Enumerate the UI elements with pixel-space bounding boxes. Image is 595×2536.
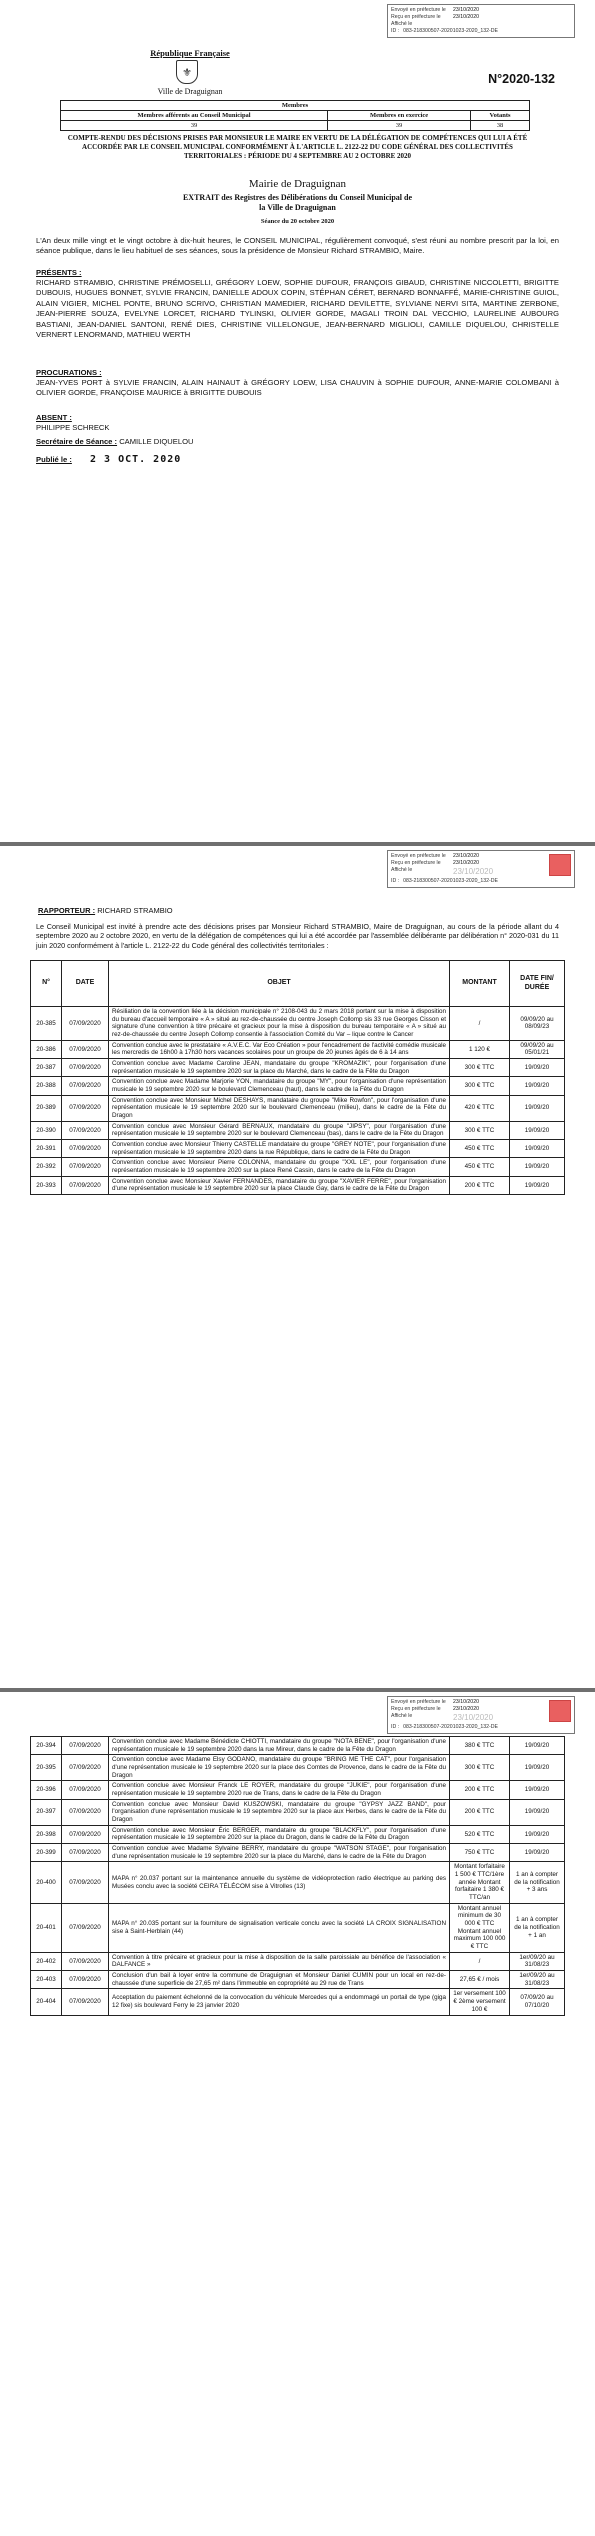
decision-amount: 200 € TTC [450,1176,510,1194]
decision-object: Acceptation du paiement échelonné de la convocation du véhicule Mercedes qui a endommagé un portail de type (giga 12 fixe) sis boulevard Ferry le 23 janvier 2020 [109,1989,450,2015]
stamp-value: 23/10/2020 [453,14,479,21]
decision-object: MAPA n° 20.037 portant sur la maintenance annuelle du système de vidéoprotection radio électrique au parking des Musées conclu avec la société CEIRA TÉLÉCOM sise à Vitrolles (13) [109,1862,450,1903]
decision-amount: 520 € TTC [450,1825,510,1843]
decision-amount: 200 € TTC [450,1799,510,1825]
table-row [31,1095,565,1121]
decision-amount: 1er versement 100 € 2ème versement 100 € [450,1989,510,2015]
decision-object: Conclusion d'un bail à loyer entre la commune de Draguignan et Monsieur Daniel CUMIN pour un local en rez-de-chaussée d'une superficie de 27,65 m² dans l'immeuble en copropriété au 29 rue de Trans [109,1971,450,1989]
decision-amount: 300 € TTC [450,1059,510,1077]
decision-duration: 1 an à compter de la notification + 1 an [510,1903,565,1952]
stamp-value: 23/10/2020 [453,860,479,867]
publie-line [36,454,181,465]
column-header: DATE FIN/ DURÉE [510,961,565,1007]
decision-object: MAPA n° 20.035 portant sur la fourniture de signalisation verticale conclu avec la société LA CROIX SIGNALISATION sise à Saint-Herblain (44) [109,1903,450,1952]
stamp-id: 083-218300507-20201023-2020_132-DE [403,877,498,884]
stamp-label: Affiché le [391,867,413,874]
decision-duration: 19/09/20 [510,1095,565,1121]
decision-object: Convention conclue avec Madame Elsy GODANO, mandataire du groupe "BRING ME THE CAT", pour l'organisation d'une représentation musicale le 19 septembre 2020 sur la place des Comtes de Provence, dans le cadre de la Fête du Dragon [109,1755,450,1781]
decision-date: 07/09/2020 [62,1862,109,1903]
decision-object: Convention conclue avec Monsieur Éric BERGER, mandataire du groupe "BLACKFLY", pour l'organisation d'une représentation musicale le 19 septembre 2020 sur la place du Dragon, dans le cadre de la Fête du Dragon [109,1825,450,1843]
decision-date: 07/09/2020 [62,1781,109,1799]
mairie-title: Mairie de Draguignan [248,178,347,190]
decision-number: 20-385 [31,1007,62,1041]
stamp-label: Affiché le [391,1713,413,1720]
decision-object: Convention conclue avec Monsieur Thierry CASTELLE mandataire du groupe "GREY NOTE", pour l'organisation d'une représentation musicale le 19 septembre 2020 dans la rue République, dans le cadre de la Fête du Dragon [109,1140,450,1158]
decision-number: 20-401 [31,1903,62,1952]
decision-object: Convention conclue avec Madame Caroline JEAN, mandataire du groupe "KROMAZIK", pour l'organisation d'une représentation musicale le 19 septembre 2020 sur la place du Marché, dans le cadre de la Fête du Dragon [109,1059,450,1077]
members-title: Membres [61,101,530,111]
decision-date: 07/09/2020 [62,1176,109,1194]
decision-number: 20-391 [31,1140,62,1158]
decision-number: 20-388 [31,1077,62,1095]
decision-number: 20-390 [31,1121,62,1139]
decisions-table [30,960,565,1195]
decision-duration: 19/09/20 [510,1121,565,1139]
page-3 [0,1692,595,2536]
decision-number: 20-396 [31,1781,62,1799]
decision-date: 07/09/2020 [62,1737,109,1755]
stamp-label: Reçu en préfecture le [391,1706,441,1713]
stamp-value: 23/10/2020 [453,1699,479,1705]
table-row [31,1737,565,1755]
decision-date: 07/09/2020 [62,1952,109,1970]
stamp-value: 23/10/2020 [453,853,479,859]
decision-duration: 19/09/20 [510,1059,565,1077]
decision-date: 07/09/2020 [62,1989,109,2015]
city-crest-icon: ⚜ [176,60,198,84]
decision-number: 20-386 [31,1040,62,1058]
stamp-id-label: ID : [391,1723,400,1730]
decision-duration: 19/09/20 [510,1799,565,1825]
decision-date: 07/09/2020 [62,1903,109,1952]
decision-amount: 27,65 € / mois [450,1971,510,1989]
decision-duration: 19/09/20 [510,1737,565,1755]
decision-object: Résiliation de la convention liée à la décision municipale n° 2108-043 du 2 mars 2018 portant sur la mise à disposition du bureau d'accueil temporaire « A » situé au rez-de-chaussée du centre Joseph Collomp sis 33 rue Georges Cisson et signature d'une convention à titre précaire et gracieux pour la mise à disposition du bureau temporaire « A » situé au rez-de-chaussée du centre Joseph Collomp consentie à l'association Comité du Var – lique contre le Cancer [109,1007,450,1041]
decision-duration: 1er/09/20 au 31/08/23 [510,1971,565,1989]
secretaire-line [36,437,193,446]
column-header: OBJET [109,961,450,1007]
stamp-id: 083-218300507-20201023-2020_132-DE [403,28,498,35]
prefecture-stamp [387,4,575,38]
decision-duration: 19/09/20 [510,1844,565,1862]
decision-duration: 19/09/20 [510,1176,565,1194]
decision-duration: 19/09/20 [510,1158,565,1176]
decision-date: 07/09/2020 [62,1121,109,1139]
stamp-id: 083-218300507-20201023-2020_132-DE [403,1723,498,1730]
table-row [31,1176,565,1194]
decision-number: 20-394 [31,1737,62,1755]
republic-title: République Française [150,48,230,58]
column-header: MONTANT [450,961,510,1007]
decision-date: 07/09/2020 [62,1158,109,1176]
decision-duration: 19/09/20 [510,1077,565,1095]
prefecture-stamp [387,1696,575,1734]
members-column-header: Membres en exercice [328,111,471,121]
decision-amount: Montant annuel minimum de 30 000 € TTC Montant annuel maximum 100 000 € TTC [450,1903,510,1952]
page-2 [0,846,595,1688]
members-table [60,100,530,131]
rapporteur-name: RICHARD STRAMBIO [97,906,173,915]
decision-amount: 300 € TTC [450,1755,510,1781]
decision-date: 07/09/2020 [62,1077,109,1095]
decision-date: 07/09/2020 [62,1755,109,1781]
absent-label: ABSENT : [36,413,72,422]
ville-title: Ville de Draguignan [157,87,223,96]
decision-duration: 19/09/20 [510,1781,565,1799]
stamp-logo-icon [549,854,571,876]
decision-number: 20-387 [31,1059,62,1077]
table-row [31,1862,565,1903]
decision-amount: / [450,1007,510,1041]
table-row [31,1971,565,1989]
secretaire-label: Secrétaire de Séance : [36,437,118,446]
decision-date: 07/09/2020 [62,1844,109,1862]
decision-number: 20-400 [31,1862,62,1903]
stamp-value: 23/10/2020 [453,1706,479,1713]
publie-date: 2 3 OCT. 2020 [90,454,182,465]
stamp-label: Envoyé en préfecture le [391,1699,446,1705]
table-row [31,1799,565,1825]
decision-amount: 750 € TTC [450,1844,510,1862]
decision-amount: 420 € TTC [450,1095,510,1121]
stamp-value: 23/10/2020 [453,7,479,13]
rapporteur-line [38,906,173,915]
members-value: 39 [328,121,471,131]
column-header: N° [31,961,62,1007]
decision-amount: 1 120 € [450,1040,510,1058]
page-1 [0,0,595,842]
decision-amount: 300 € TTC [450,1121,510,1139]
stamp-logo-icon [549,1700,571,1722]
presents-list: RICHARD STRAMBIO, CHRISTINE PRÉMOSELLI, GRÉGORY LOEW, SOPHIE DUFOUR, FRANÇOIS GIBAUD, CHRISTINE NICCOLETTI, BRIGITTE DUBOUIS, HUGUES BONNET, SYLVIE FRANCIN, DANIELLE ADOUX COPIN, STÉPHAN CÉRET, BERNARD BONNAFFÉ, MARIE-CHRISTINE GUIOL, ALAIN VIGIER, MICHEL PONTE, BRUNO SCRIVO, CHRISTIAN MAMEDIER, RICHARD DEVILETTE, SYLVIANE NERVI SITA, MARTINE ZERBONE, JEAN-PIERRE SOUZA, EVELYNE LORCET, RICHARD TYLINSKI, OLIVIER GORDE, MAGALI TROIN DAL VECCHIO, LAURELINE AUBOURG BASTIANI, JEAN-DANIEL SANTONI, RENÉ DIES, CHRISTINE VILLELONGUE, JEAN-BERNARD MIGLIOLI, CAMILLE DIQUELOU, CHRISTELLE VERNERT LENORMAND, MATHIEU WERTH [36,278,559,340]
decision-duration: 09/09/20 au 05/01/21 [510,1040,565,1058]
extrait-title: EXTRAIT des Registres des Délibérations du Conseil Municipal de la Ville de Draguignan [182,193,413,213]
decision-number: 20-393 [31,1176,62,1194]
prefecture-stamp [387,850,575,888]
decision-duration: 19/09/20 [510,1755,565,1781]
decision-date: 07/09/2020 [62,1059,109,1077]
publie-label: Publié le : [36,455,72,464]
decision-duration: 19/09/20 [510,1825,565,1843]
decisions-table [30,1736,565,2016]
stamp-faint-date: 23/10/2020 [453,867,494,877]
table-row [31,1040,565,1058]
decision-duration: 07/09/20 au 07/10/20 [510,1989,565,2015]
decision-number: 20-389 [31,1095,62,1121]
procurations-label: PROCURATIONS : [36,368,102,377]
column-header: DATE [62,961,109,1007]
decision-object: Convention conclue avec Monsieur Xavier FERNANDES, mandataire du groupe "XAVIER FERRE", pour l'organisation d'une représentation musicale le 19 septembre 2020 sur la place Claude Gay, dans le cadre de la Fête du Dragon [109,1176,450,1194]
decision-object: Convention conclue avec Monsieur Gérard BERNAUX, mandataire du groupe "JIPSY", pour l'organisation d'une représentation musicale le 19 septembre 2020 sur le boulevard Clemenceau (bas), dans le cadre de la Fête du Dragon [109,1121,450,1139]
table-row [31,1007,565,1041]
decision-duration: 19/09/20 [510,1140,565,1158]
seance-date: Séance du 20 octobre 2020 [260,218,335,225]
intro-paragraph: Le Conseil Municipal est invité à prendre acte des décisions prises par Monsieur Richard STRAMBIO, Maire de Draguignan, au cours de la période allant du 4 septembre 2020 au 2 octobre 2020, en vertu de la délégation de compétences qui lui a été accordée par l'assemblée délibérante par délibération n° 2020-031 du 11 juin 2020 conformément à l'article L. 2122-22 du Code général des collectivités territoriales : [36,922,559,950]
absent-name: PHILIPPE SCHRECK [36,423,110,432]
decision-amount: 380 € TTC [450,1737,510,1755]
decision-number: 20-399 [31,1844,62,1862]
stamp-label: Reçu en préfecture le [391,14,441,21]
table-row [31,1140,565,1158]
decision-amount: / [450,1952,510,1970]
stamp-label: Reçu en préfecture le [391,860,441,867]
stamp-faint-date: 23/10/2020 [453,1713,494,1723]
presents-label: PRÉSENTS : [36,268,82,277]
decision-amount: Montant forfaitaire 1 500 € TTC/1ère année Montant forfaitaire 1 380 € TTC/an [450,1862,510,1903]
opening-paragraph: L'An deux mille vingt et le vingt octobre à dix-huit heures, le CONSEIL MUNICIPAL, régulièrement convoqué, s'est réuni au nombre prescrit par la loi, en séance publique, dans le lieu habituel de ses séances, sous la présidence de Monsieur Richard STRAMBIO, Maire. [36,236,559,256]
members-column-header: Membres afférents au Conseil Municipal [61,111,328,121]
members-value: 38 [471,121,530,131]
decision-date: 07/09/2020 [62,1040,109,1058]
decision-number: 20-398 [31,1825,62,1843]
decision-date: 07/09/2020 [62,1971,109,1989]
decision-date: 07/09/2020 [62,1799,109,1825]
decision-object: Convention conclue avec le prestataire « A.V.E.C. Var Eco Création » pour l'encadrement de l'activité comédie musicale les mercredis de 16h00 à 17h30 hors vacances scolaires pour un groupe de 20 jeunes âgés de 6 à 14 ans [109,1040,450,1058]
decision-date: 07/09/2020 [62,1140,109,1158]
deliberation-number: N°2020-132 [488,72,555,86]
table-row [31,1158,565,1176]
decision-number: 20-402 [31,1952,62,1970]
stamp-label: Affiché le [391,21,413,28]
members-value: 39 [61,121,328,131]
stamp-id-label: ID : [391,877,400,884]
decision-object: Convention conclue avec Madame Bénédicte CHIOTTI, mandataire du groupe "NOTA BENE", pour l'organisation d'une représentation musicale le 19 septembre 2020 dans la rue Mireur, dans le cadre de la Fête du Dragon [109,1737,450,1755]
table-row [31,1844,565,1862]
table-row [31,1059,565,1077]
secretaire-name: CAMILLE DIQUELOU [119,437,194,446]
table-row [31,1952,565,1970]
report-heading: COMPTE-RENDU DES DÉCISIONS PRISES PAR MONSIEUR LE MAIRE EN VERTU DE LA DÉLÉGATION DE COMPÉTENCES QUI LUI A ÉTÉ ACCORDÉE PAR LE CONSEIL MUNICIPAL CONFORMÉMENT À L'ARTICLE L. 2122-22 DU CODE GÉNÉRAL DES COLLECTIVITÉS TERRITORIALES : PÉRIODE DU 4 SEPTEMBRE AU 2 OCTOBRE 2020 [67,134,528,160]
decision-number: 20-403 [31,1971,62,1989]
stamp-id-label: ID : [391,28,400,35]
table-row [31,1781,565,1799]
stamp-label: Envoyé en préfecture le [391,853,446,859]
decision-object: Convention conclue avec Madame Marjorie YON, mandataire du groupe "MY", pour l'organisation d'une représentation musicale le 19 septembre 2020 sur le boulevard Clemenceau (haut), dans le cadre de la Fête du Dragon [109,1077,450,1095]
decision-amount: 200 € TTC [450,1781,510,1799]
decision-amount: 450 € TTC [450,1158,510,1176]
table-row [31,1121,565,1139]
rapporteur-label: RAPPORTEUR : [38,906,96,915]
table-row [31,1755,565,1781]
table-row [31,1903,565,1952]
decision-duration: 1er/09/20 au 31/08/23 [510,1952,565,1970]
members-column-header: Votants [471,111,530,121]
decision-number: 20-404 [31,1989,62,2015]
decision-object: Convention à titre précaire et gracieux pour la mise à disposition de la salle paroissiale au bénéfice de l'association « DALFANCE » [109,1952,450,1970]
procurations-list: JEAN-YVES PORT à SYLVIE FRANCIN, ALAIN HAINAUT à GRÉGORY LOEW, LISA CHAUVIN à SOPHIE DUFOUR, ANNE-MARIE COLOMBANI à OLIVIER GORDE, FRANÇOISE MAURICE à BRIGITTE DUBOUIS [36,378,559,398]
decision-duration: 1 an à compter de la notification + 3 ans [510,1862,565,1903]
decision-date: 07/09/2020 [62,1007,109,1041]
stamp-label: Envoyé en préfecture le [391,7,446,13]
decision-amount: 300 € TTC [450,1077,510,1095]
table-row [31,1825,565,1843]
decision-date: 07/09/2020 [62,1095,109,1121]
decision-object: Convention conclue avec Monsieur Pierre COLONNA, mandataire du groupe "XXL LE", pour l'organisation d'une représentation musicale le 19 septembre 2020 sur la place René Cassin, dans le cadre de la Fête du Dragon [109,1158,450,1176]
decision-object: Convention conclue avec Monsieur Franck LE ROYER, mandataire du groupe "JUKIE", pour l'organisation d'une représentation musicale le 19 septembre 2020 rue de Trans, dans le cadre de la Fête du Dragon [109,1781,450,1799]
decision-object: Convention conclue avec Monsieur Michel DESHAYS, mandataire du groupe "Mike Rowfon", pour l'organisation d'une représentation musicale le 19 septembre 2020 sur le boulevard Clemenceau (milieu), dans le cadre de la Fête du Dragon [109,1095,450,1121]
decision-number: 20-395 [31,1755,62,1781]
decision-duration: 09/09/20 au 08/09/23 [510,1007,565,1041]
decision-number: 20-392 [31,1158,62,1176]
table-row [31,1077,565,1095]
decision-date: 07/09/2020 [62,1825,109,1843]
decision-object: Convention conclue avec Monsieur David KUSZOWSKI, mandataire du groupe "GYPSY JAZZ BAND", pour l'organisation d'une représentation musicale le 19 septembre 2020 sur la place aux Herbes, dans le cadre de la Fête du Dragon [109,1799,450,1825]
decision-amount: 450 € TTC [450,1140,510,1158]
decision-number: 20-397 [31,1799,62,1825]
table-row [31,1989,565,2015]
decision-object: Convention conclue avec Madame Sylvaine BERRY, mandataire du groupe "WATSON STAGE", pour l'organisation d'une représentation musicale le 19 septembre 2020 sur la place du Marché, dans le cadre de la Fête du Dragon [109,1844,450,1862]
